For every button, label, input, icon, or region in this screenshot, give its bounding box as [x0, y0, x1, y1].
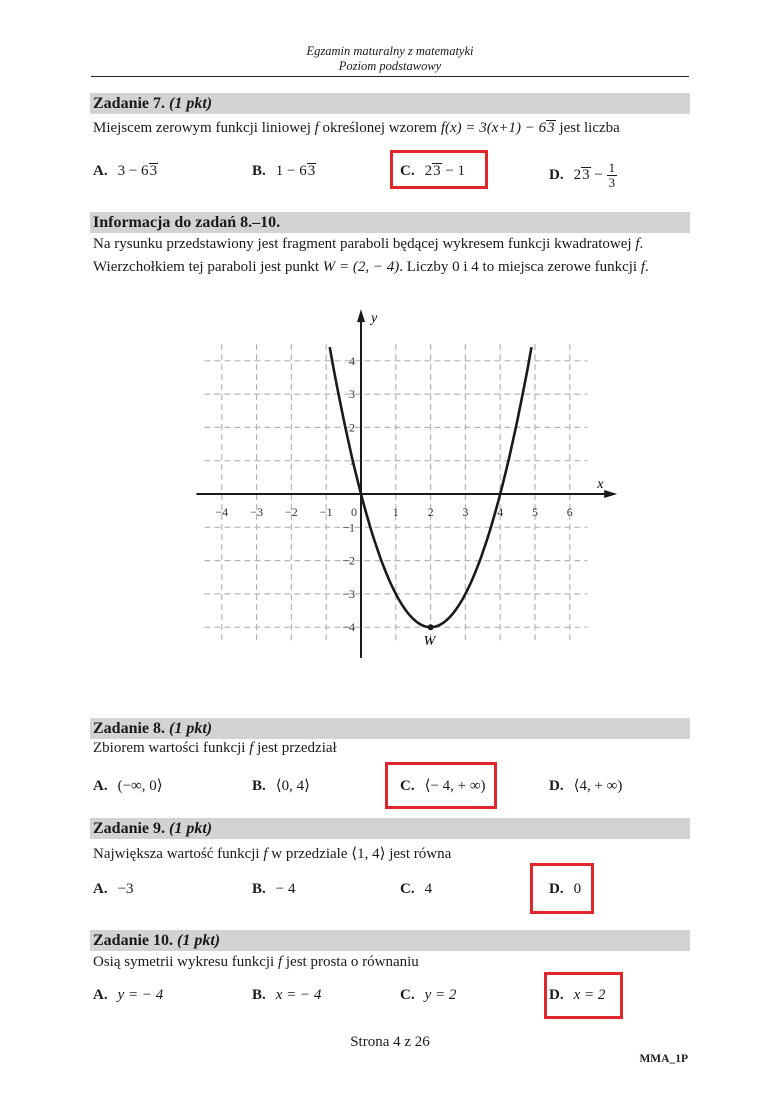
task8-option-a[interactable]: A. (−∞, 0⟩ — [93, 778, 163, 794]
task10-question: Osią symetrii wykresu funkcji f jest prosta o równaniu — [93, 954, 419, 970]
task9-option-b[interactable]: B. − 4 — [252, 881, 296, 897]
x-tick-label: 0 — [351, 505, 357, 519]
task10-option-b[interactable]: B. x = − 4 — [252, 987, 322, 1003]
exam-title: Egzamin maturalny z matematyki — [306, 44, 474, 58]
y-tick-label: 1 — [349, 453, 355, 468]
x-tick-label: 6 — [566, 505, 573, 519]
x-tick-label: 4 — [497, 505, 504, 519]
task7-option-b[interactable]: B. 1 − 63 — [252, 163, 316, 179]
task9-option-a[interactable]: A. −3 — [93, 881, 134, 897]
task9-title: Zadanie 9. — [93, 820, 166, 837]
task7-option-a[interactable]: A. 3 − 63 — [93, 163, 158, 179]
task7-option-d-fraction: $\frac{1}{3}$ — [608, 160, 616, 190]
x-tick-label: −2 — [285, 505, 298, 519]
x-tick-label: 5 — [532, 505, 538, 519]
task7-title: Zadanie 7. — [93, 95, 166, 112]
task8-points: (1 pkt) — [169, 720, 213, 737]
task7-formula: f(x) = 3(x+1) − 63 — [440, 120, 555, 136]
task8-question: Zbiorem wartości funkcji f jest przedział — [93, 740, 337, 756]
chart-axes — [196, 309, 617, 658]
y-tick-label: 3 — [349, 387, 355, 402]
vertex-point — [428, 624, 434, 630]
task7-option-d[interactable]: D. 23 − $\frac{1}{3}$ — [549, 160, 616, 190]
task7-points: (1 pkt) — [169, 95, 213, 112]
task9-option-d[interactable]: D. 0 — [549, 881, 582, 897]
task9-points: (1 pkt) — [169, 820, 213, 837]
x-tick-label: 2 — [427, 505, 434, 519]
task9-option-c[interactable]: C. 4 — [400, 881, 433, 897]
page-number: Strona 4 z 26 — [350, 1034, 430, 1050]
task9-title-bar — [90, 818, 690, 839]
x-axis-arrow — [604, 490, 617, 498]
task10-title: Zadanie 10. — [93, 932, 174, 949]
y-tick-label: 2 — [349, 420, 355, 435]
x-tick-label: 1 — [392, 505, 399, 519]
y-axis-arrow — [357, 309, 365, 322]
vertex-label: W — [423, 634, 436, 650]
task10-option-c[interactable]: C. y = 2 — [400, 987, 457, 1003]
y-axis-label: y — [371, 311, 378, 327]
info-title: Informacja do zadań 8.–10. — [93, 214, 281, 231]
x-tick-label: 3 — [462, 505, 469, 519]
y-tick-label: −2 — [342, 553, 355, 568]
task10-points: (1 pkt) — [177, 932, 221, 949]
task7-option-c[interactable]: C. 23 − 1 — [400, 163, 466, 179]
task8-option-c[interactable]: C. ⟨− 4, + ∞) — [400, 778, 486, 794]
task8-title: Zadanie 8. — [93, 720, 166, 737]
vertex-text: W = (2, − 4) — [322, 259, 400, 275]
task9-question: Największa wartość funkcji f w przedziale ⟨1, 4⟩ jest równa — [93, 846, 452, 862]
x-tick-label: −4 — [215, 505, 229, 519]
task7-text-after: jest liczba — [559, 120, 620, 136]
x-tick-label: −3 — [250, 505, 263, 519]
task10-option-a[interactable]: A. y = − 4 — [93, 987, 164, 1003]
task10-title-bar — [90, 930, 690, 951]
task8-title-bar — [90, 718, 690, 739]
y-tick-label: 4 — [349, 353, 355, 368]
task7-fn: f — [314, 120, 319, 136]
task9-interval: ⟨1, 4⟩ — [351, 846, 386, 862]
task8-option-d[interactable]: D. ⟨4, + ∞) — [549, 778, 623, 794]
x-tick-label: −1 — [319, 505, 333, 519]
task7-text-mid: określonej wzorem — [322, 120, 438, 136]
y-tick-label: −3 — [342, 586, 355, 601]
y-tick-label: −1 — [342, 520, 355, 535]
exam-level: Poziom podstawowy — [338, 59, 442, 73]
task7-text-before: Miejscem zerowym funkcji liniowej — [93, 120, 311, 136]
task8-option-b[interactable]: B. ⟨0, 4⟩ — [252, 778, 310, 794]
x-axis-label: x — [597, 477, 604, 492]
info-line-1: Na rysunku przedstawiony jest fragment paraboli będącej wykresem funkcji kwadratowej f. — [93, 236, 644, 252]
exam-code: MMA_1P — [639, 1053, 688, 1065]
y-tick-label: −4 — [342, 620, 355, 635]
task10-option-d[interactable]: D. x = 2 — [549, 987, 606, 1003]
info-line-2: Wierzchołkiem tej paraboli jest punkt W = (2, − 4). Liczby 0 i 4 to miejsca zerowe funkcji f. — [93, 259, 649, 275]
